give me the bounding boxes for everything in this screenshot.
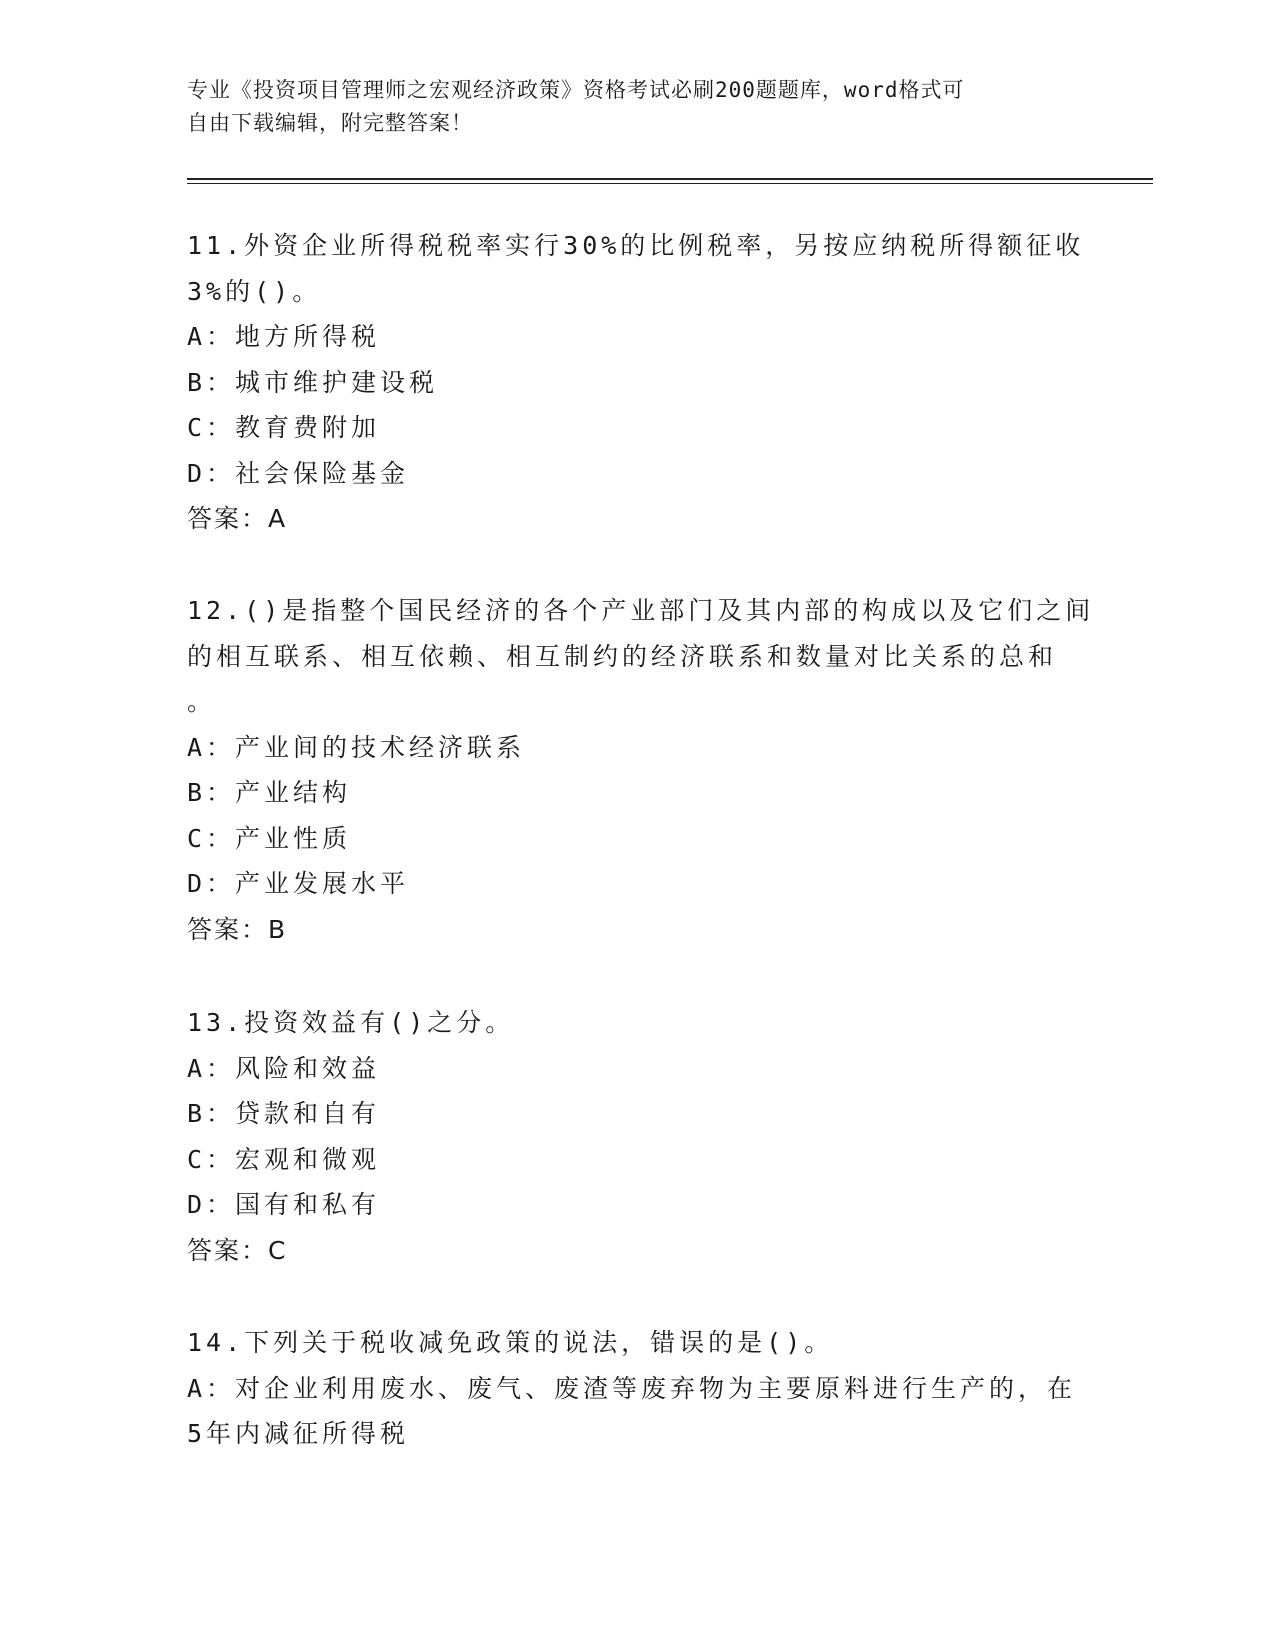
option-d: D：社会保险基金 xyxy=(187,458,410,488)
header-rule-thin xyxy=(187,183,1153,184)
question-12 xyxy=(187,588,1095,952)
question-stem: 3%的()。 xyxy=(187,276,322,306)
document-header xyxy=(187,74,1077,140)
option-a: A：产业间的技术经济联系 xyxy=(187,732,526,762)
option-a: A：对企业利用废水、废气、废渣等废弃物为主要原料进行生产的，在 xyxy=(187,1373,1077,1403)
option-d: D：产业发展水平 xyxy=(187,869,410,898)
option-a: A：风险和效益 xyxy=(187,1053,381,1083)
question-stem: 13.投资效益有()之分。 xyxy=(187,1008,515,1037)
question-stem: 。 xyxy=(187,687,217,716)
answer: 答案：C xyxy=(187,1235,288,1265)
question-13 xyxy=(187,1000,1087,1273)
option-c: C：教育费附加 xyxy=(187,413,381,442)
option-d: D：国有和私有 xyxy=(187,1190,381,1219)
option-a: A：地方所得税 xyxy=(187,322,381,351)
option-a-continued: 5年内减征所得税 xyxy=(187,1419,410,1448)
header-line-1: 专业《投资项目管理师之宏观经济政策》资格考试必刷200题题库，word格式可 xyxy=(187,78,965,102)
question-14 xyxy=(187,1320,1087,1457)
option-b: B：贷款和自有 xyxy=(187,1099,381,1128)
question-11 xyxy=(187,223,1087,542)
question-stem: 的相互联系、相互依赖、相互制约的经济联系和数量对比关系的总和 xyxy=(187,641,1058,671)
option-c: C：宏观和微观 xyxy=(187,1144,381,1174)
header-rule-thick xyxy=(187,178,1153,180)
option-b: B：产业结构 xyxy=(187,778,352,807)
question-stem: 14.下列关于税收减免政策的说法，错误的是()。 xyxy=(187,1328,834,1357)
question-stem: 12.()是指整个国民经济的各个产业部门及其内部的构成以及它们之间 xyxy=(187,596,1095,625)
header-line-2: 自由下载编辑，附完整答案！ xyxy=(187,111,473,135)
answer: 答案：B xyxy=(187,914,288,944)
option-c: C：产业性质 xyxy=(187,823,352,853)
question-stem: 11.外资企业所得税税率实行30%的比例税率，另按应纳税所得额征收 xyxy=(187,231,1085,260)
answer: 答案：A xyxy=(187,504,288,533)
option-b: B：城市维护建设税 xyxy=(187,367,439,397)
